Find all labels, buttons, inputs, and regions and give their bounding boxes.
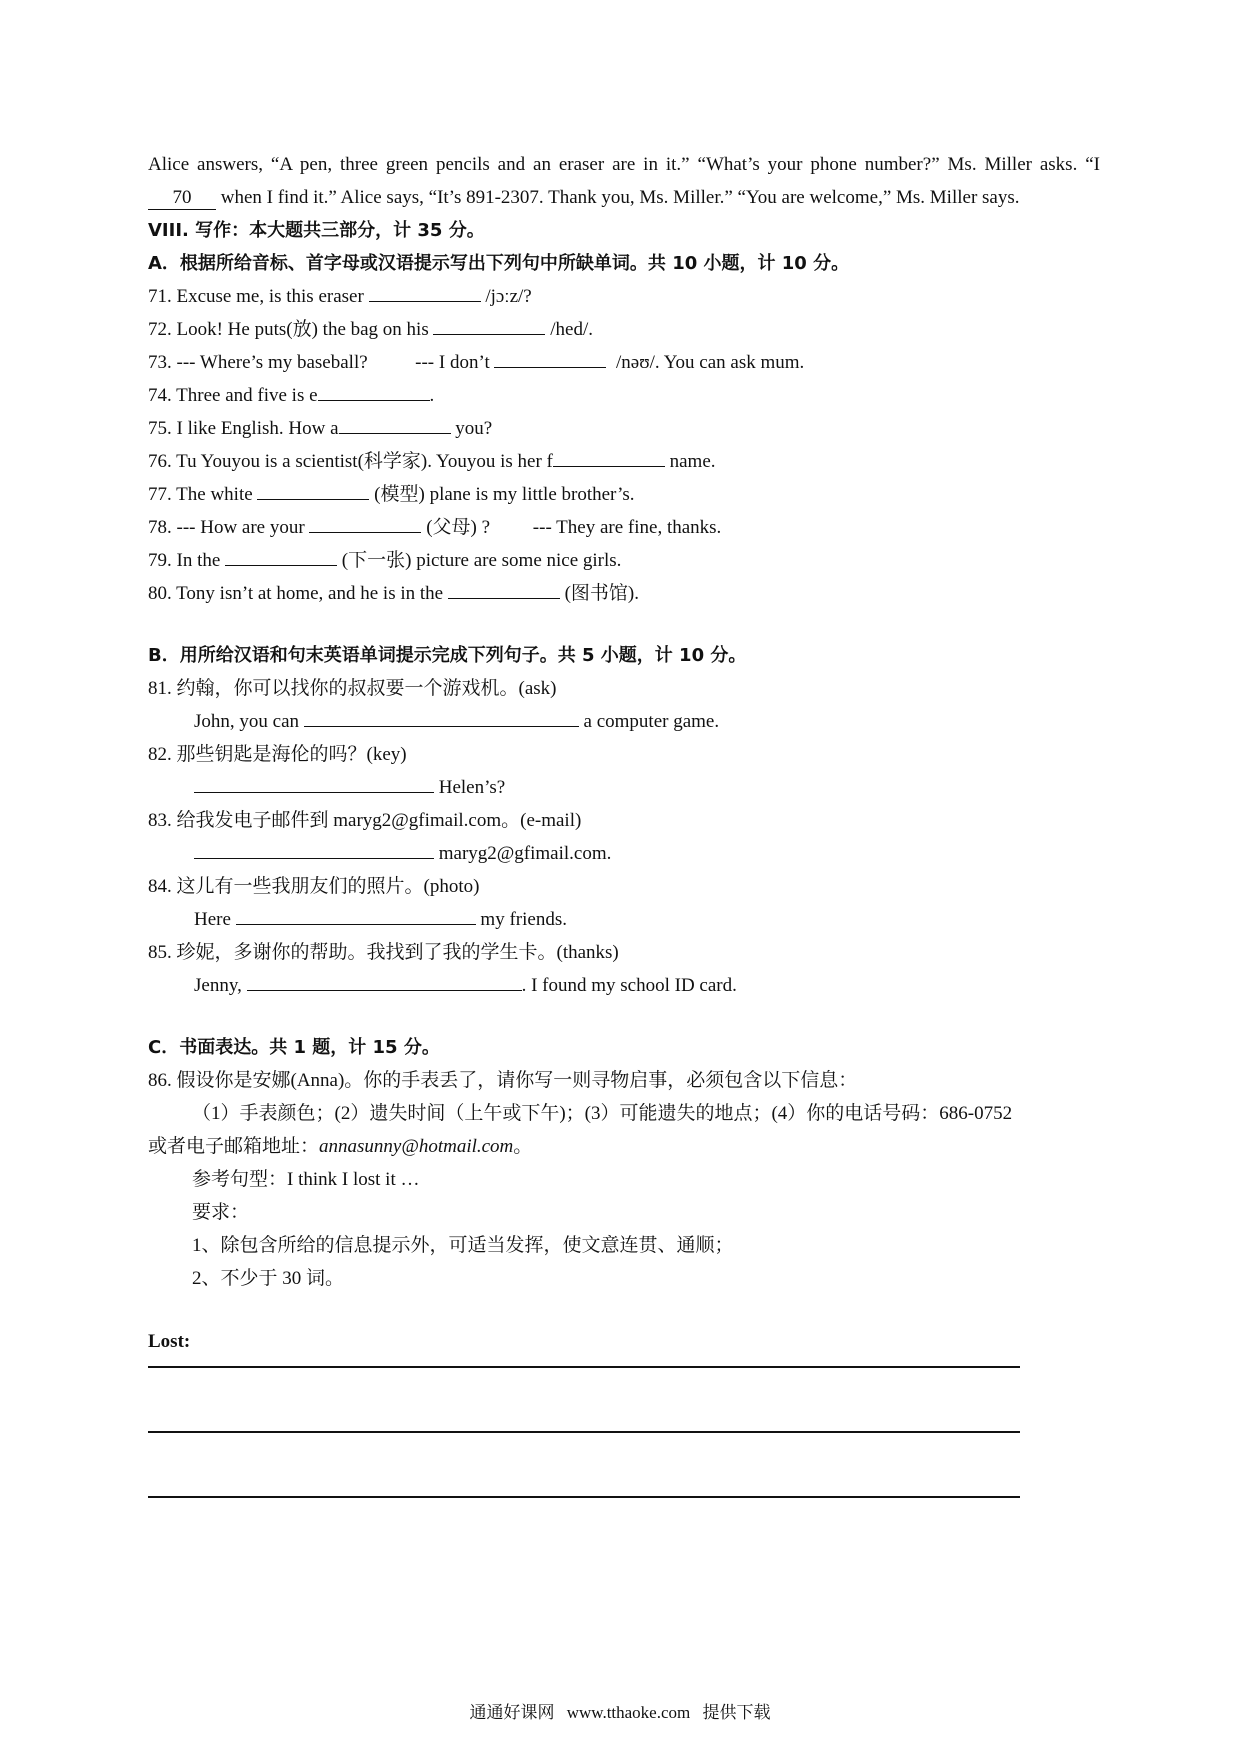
question-prompt: 86. 假设你是安娜(Anna)。你的手表丢了，请你写一则寻物启事，必须包含以下信息：: [148, 1070, 858, 1091]
requirement-1: 1、除包含所给的信息提示外，可适当发挥，使文意连贯、通顺；: [192, 1235, 734, 1256]
question-prompt: 81. 约翰，你可以找你的叔叔要一个游戏机。(ask): [148, 678, 557, 699]
reference-pattern: 参考句型：I think I lost it …: [192, 1169, 420, 1190]
question-prompt: 83. 给我发电子邮件到 maryg2@gfimail.com。(e-mail): [148, 810, 582, 831]
exam-page: [148, 148, 1100, 1498]
passage-blank-70: 70: [148, 187, 216, 210]
lost-label: Lost:: [148, 1331, 191, 1352]
list-item: 73. --- Where’s my baseball? --- I don’t /nəʊ/. You can ask mum.: [148, 346, 1100, 379]
question-prompt: 84. 这儿有一些我朋友们的照片。(photo): [148, 876, 480, 897]
list-item: 79. In the (下一张) picture are some nice girls.: [148, 544, 1100, 577]
writing-line[interactable]: [148, 1431, 1020, 1433]
requirements-label: 要求：: [192, 1202, 250, 1223]
section-viii-heading: VIII. 写作：本大题共三部分，计 35 分。: [148, 220, 485, 241]
list-item: 77. The white (模型) plane is my little brother’s.: [148, 478, 1100, 511]
section-b-heading: B．用所给汉语和句末英语单词提示完成下列句子。共 5 小题，计 10 分。: [148, 645, 747, 666]
answer-blank[interactable]: [433, 316, 545, 335]
section-c-heading: C．书面表达。共 1 题，计 15 分。: [148, 1037, 440, 1058]
list-item: 74. Three and five is e .: [148, 379, 1100, 412]
answer-blank[interactable]: [553, 448, 665, 467]
question-prompt: 85. 珍妮，多谢你的帮助。我找到了我的学生卡。(thanks): [148, 942, 619, 963]
answer-blank[interactable]: [309, 514, 421, 533]
list-item: maryg2@gfimail.com.: [148, 837, 1100, 870]
section-b-list: [148, 672, 1100, 1002]
answer-blank[interactable]: [304, 708, 579, 727]
list-item: John, you can a computer game.: [148, 705, 1100, 738]
list-item: 80. Tony isn’t at home, and he is in the (图书馆).: [148, 577, 1100, 610]
info-list: （1）手表颜色；(2）遗失时间（上午或下午)；(3）可能遗失的地点；(4）你的电话号码：686-0752: [192, 1103, 1013, 1124]
list-item: 71. Excuse me, is this eraser /jɔːz/?: [148, 280, 1100, 313]
answer-blank[interactable]: [225, 547, 337, 566]
list-item: 76. Tu Youyou is a scientist(科学家). Youyou is her f name.: [148, 445, 1100, 478]
list-item: Helen’s?: [148, 771, 1100, 804]
info-email-line: 或者电子邮箱地址：annasunny@hotmail.com。: [148, 1136, 533, 1157]
answer-blank[interactable]: [236, 906, 476, 925]
answer-blank[interactable]: [194, 840, 434, 859]
footer-url[interactable]: www.tthaoke.com: [566, 1703, 691, 1722]
passage-text-1: Alice answers, “A pen, three green pencils and an eraser are in it.” “What’s your phone number?” Ms. Miller asks. “I: [148, 154, 1100, 175]
list-item: 78. --- How are your (父母) ? --- They are fine, thanks.: [148, 511, 1100, 544]
list-item: Jenny, . I found my school ID card.: [148, 969, 1100, 1002]
list-item: 75. I like English. How a you?: [148, 412, 1100, 445]
list-item: Here my friends.: [148, 903, 1100, 936]
writing-line[interactable]: [148, 1496, 1020, 1498]
footer-site-name: 通通好课网: [469, 1703, 555, 1722]
answer-blank[interactable]: [194, 774, 434, 793]
passage: [148, 148, 1100, 214]
answer-blank[interactable]: [318, 382, 430, 401]
answer-blank[interactable]: [247, 972, 522, 991]
answer-blank[interactable]: [448, 580, 560, 599]
footer-suffix: 提供下载: [702, 1703, 771, 1722]
question-prompt: 82. 那些钥匙是海伦的吗？(key): [148, 744, 407, 765]
answer-blank[interactable]: [369, 283, 481, 302]
email-address: annasunny@hotmail.com: [319, 1136, 514, 1157]
section-a-list: [148, 280, 1100, 610]
list-item: 72. Look! He puts(放) the bag on his /hed/.: [148, 313, 1100, 346]
requirement-2: 2、不少于 30 词。: [192, 1268, 345, 1289]
answer-blank[interactable]: [257, 481, 369, 500]
answer-blank[interactable]: [339, 415, 451, 434]
answer-blank[interactable]: [494, 349, 606, 368]
section-a-heading: A．根据所给音标、首字母或汉语提示写出下列句中所缺单词。共 10 小题，计 10 分。: [148, 253, 850, 274]
footer: [0, 1698, 1240, 1723]
writing-line[interactable]: [148, 1366, 1020, 1368]
passage-text-2: when I find it.” Alice says, “It’s 891-2307. Thank you, Ms. Miller.” “You are welcome,” Ms. Miller says.: [216, 187, 1020, 208]
